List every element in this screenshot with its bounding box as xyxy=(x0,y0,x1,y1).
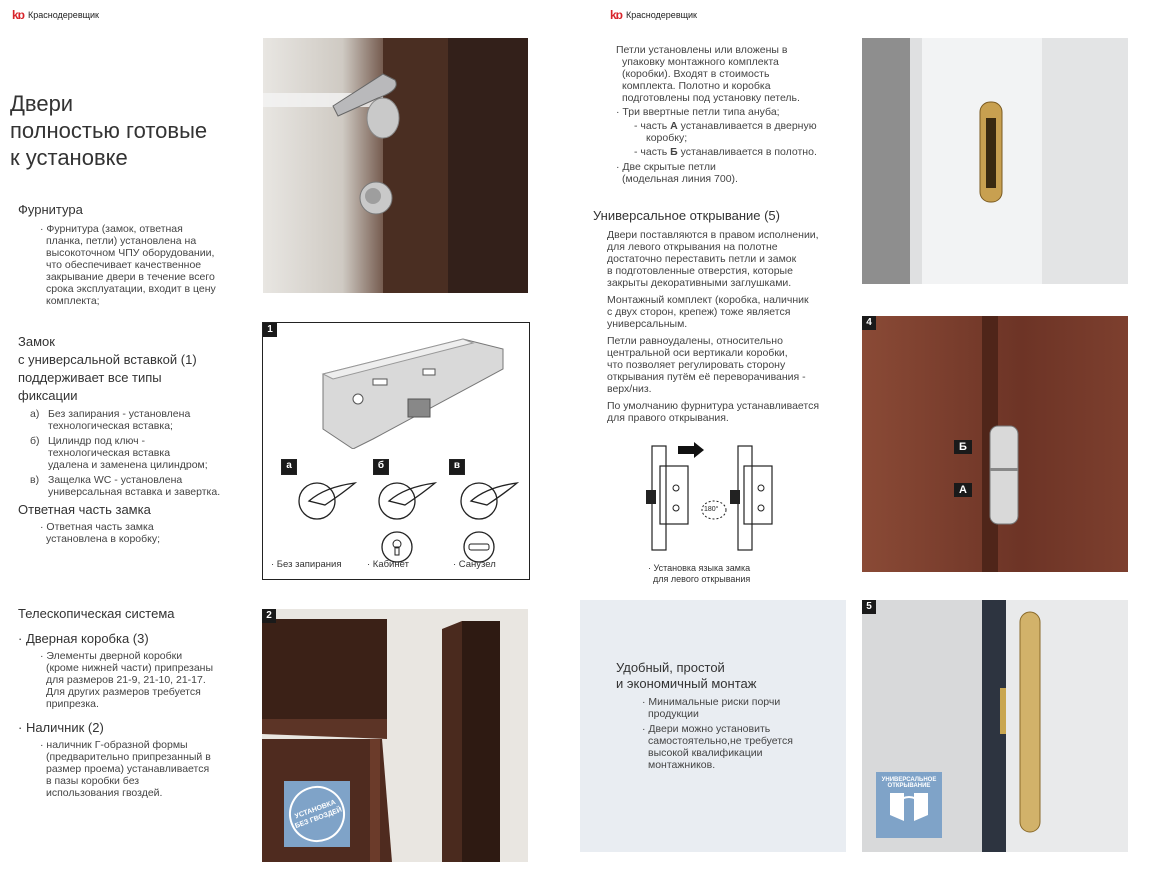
petli-text: Петли установлены или вложены в упаковку монтажного комплекта (коробки). Входят в стоимость комплекта. Полотно и коробка подготовлены под установку петель. · Три ввертные петли типа ануба; - часть А устанавливается в дверную коробку; - часть Б устанавливается в полотно. · Две скрытые петли (модельная линия 700). xyxy=(616,44,817,185)
no-nails-stamp-text: УСТАНОВКА БЕЗ ГВОЗДЕЙ xyxy=(281,778,353,850)
badge-b: б xyxy=(373,459,389,475)
zamok-heading: Замок с универсальной вставкой (1) поддерживает все типы фиксации xyxy=(18,334,197,403)
furnitura-text: · Фурнитура (замок, ответная планка, петли) установлена на высокоточном ЧПУ оборудовании, что обеспечивает качественное закрывание двери в течение всего срока эксплуатации, входит в цену комплекта; xyxy=(40,223,216,307)
hinge-label-a: А xyxy=(954,483,972,497)
figure-number: 4 xyxy=(862,316,876,330)
door-handle-photo xyxy=(263,38,528,293)
lock-icon xyxy=(313,329,513,449)
universal-text: Двери поставляются в правом исполнении, для левого открывания на полотне достаточно переставить петли и замок в подготовленные отверстия, которые закрыты декоративными заглушками. Монтажный комплект (коробка, наличник с двух сторон, крепеж) тоже является универсальным. Петли равноудалены, относительно центральной оси вертикали коробки, что позволяет регулировать сторону открывания путём её переворачивания - верх/низ. По умолчанию фурнитура устанавливается для правого открывания. xyxy=(607,229,820,424)
lock-install-diagram xyxy=(638,438,778,558)
handle-icon-v xyxy=(457,475,523,565)
otvetnaya-heading: Ответная часть замка xyxy=(18,502,151,517)
figure-1-lock xyxy=(262,322,530,580)
diagram-caption: · Установка языка замка для левого открывания xyxy=(648,563,751,584)
furnitura-heading: Фурнитура xyxy=(18,202,83,217)
list-item: б) Цилиндр под ключ - технологическая вставка удалена и заменена цилиндром; xyxy=(30,435,208,471)
caption-b: · Кабинет xyxy=(367,559,409,570)
korobka-heading: · Дверная коробка (3) xyxy=(18,631,149,646)
page-title: Двери полностью готовые к установке xyxy=(10,91,208,170)
hidden-hinge-photo xyxy=(862,38,1128,284)
teleskop-section xyxy=(18,606,248,799)
montazh-heading: Удобный, простой и экономичный монтаж xyxy=(616,660,757,691)
zamok-section xyxy=(18,333,248,498)
otvetnaya-text: · Ответная часть замка установлена в коробку; xyxy=(40,521,161,545)
nalichnik-heading: · Наличник (2) xyxy=(18,720,104,735)
caption-a: · Без запирания xyxy=(271,559,342,570)
handle-icon-b xyxy=(375,475,441,565)
nalichnik-text: · наличник Г-образной формы (предварительно припрезанный в размер проема) устанавливается в пазы коробки без использования гвоздей. xyxy=(40,739,211,799)
caption-v: · Санузел xyxy=(453,559,496,570)
figure-number: 1 xyxy=(263,323,277,337)
universal-section xyxy=(593,208,843,424)
universal-opening-badge: УНИВЕРСАЛЬНОЕ ОТКРЫВАНИЕ xyxy=(876,772,942,838)
brand-name: Краснодеревщик xyxy=(28,10,99,20)
teleskop-heading: Телескопическая система xyxy=(18,606,175,621)
montazh-text: · Минимальные риски порчи продукции · Двери можно установить самостоятельно,не требуется высокой квалификации монтажников. xyxy=(642,696,793,771)
list-item: в) Защелка WC - установлена универсальная вставка и завертка. xyxy=(30,474,221,498)
hinge-label-b: Б xyxy=(954,440,972,454)
figure-4-hinge-photo xyxy=(862,316,1128,572)
furnitura-section xyxy=(18,202,248,307)
figure-number: 5 xyxy=(862,600,876,614)
montazh-box xyxy=(580,600,846,852)
rotate-label: 180° xyxy=(704,506,719,513)
badge-v: в xyxy=(449,459,465,475)
otvetnaya-section xyxy=(18,502,248,545)
figure-5-universal-photo xyxy=(862,600,1128,852)
badge-a: а xyxy=(281,459,297,475)
figure-number: 2 xyxy=(262,609,276,623)
no-nails-stamp xyxy=(284,781,350,847)
list-item: а) Без запирания - установлена технологическая вставка; xyxy=(30,408,191,432)
korobka-text: · Элементы дверной коробки (кроме нижней части) припрезаны для размеров 21-9, 21-10, 21-17. Для других размеров требуется припрезка. xyxy=(40,650,214,710)
zamok-list xyxy=(30,408,248,498)
brand-logo-right: kɒ Краснодеревщик xyxy=(610,8,697,22)
universal-heading: Универсальное открывание (5) xyxy=(593,208,780,223)
figure-2-frame-photo xyxy=(262,609,528,862)
brand-logo xyxy=(12,8,99,22)
handle-icon-a xyxy=(295,475,361,525)
brand-logo-mark: kɒ xyxy=(12,8,25,22)
